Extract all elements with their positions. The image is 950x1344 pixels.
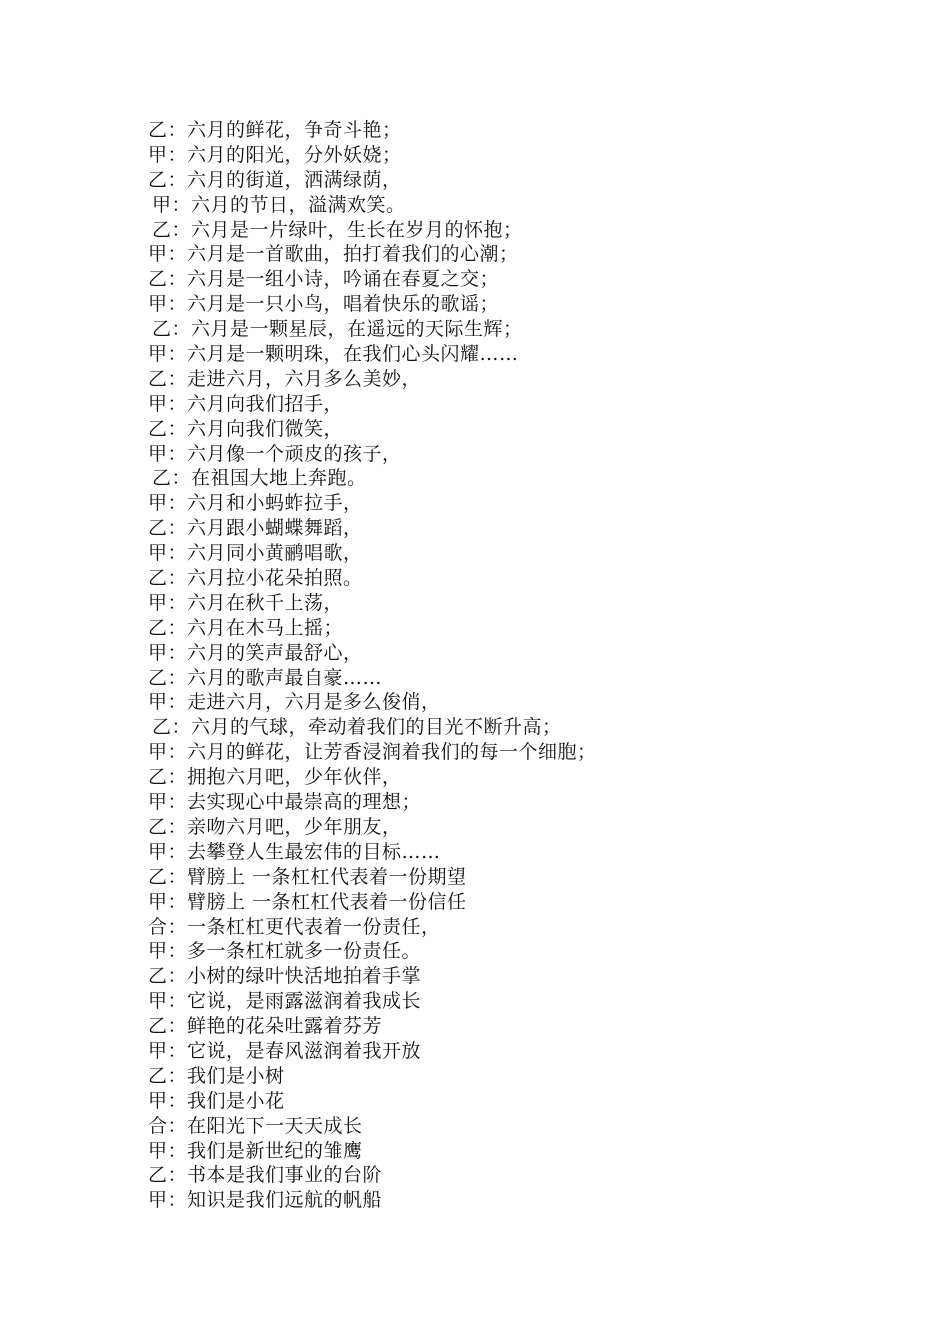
dialogue-line: 甲：多一条杠杠就多一份责任。: [148, 940, 422, 963]
dialogue-line: 甲：六月的节日，溢满欢笑。: [152, 193, 406, 216]
dialogue-line: 甲：我们是小花: [148, 1089, 285, 1112]
dialogue-line: 合：在阳光下一天天成长: [148, 1114, 363, 1137]
dialogue-line: 甲：六月是一颗明珠，在我们心头闪耀……: [148, 343, 519, 366]
dialogue-line: 甲：六月的鲜花，让芳香浸润着我们的每一个细胞；: [148, 741, 597, 764]
dialogue-line: 甲：知识是我们远航的帆船: [148, 1189, 383, 1212]
dialogue-line: 乙：六月拉小花朵拍照。: [148, 567, 363, 590]
dialogue-line: 甲：六月和小蚂蚱拉手，: [148, 492, 363, 515]
dialogue-line: 乙：六月跟小蝴蝶舞蹈，: [148, 517, 363, 540]
dialogue-line: 乙：六月的歌声最自豪……: [148, 666, 383, 689]
dialogue-line: 甲：六月像一个顽皮的孩子，: [148, 442, 402, 465]
dialogue-line: 甲：六月向我们招手，: [148, 392, 344, 415]
dialogue-line: 乙：六月的街道，洒满绿荫，: [148, 168, 402, 191]
dialogue-line: 乙：六月在木马上摇；: [148, 616, 344, 639]
dialogue-line: 甲：走进六月，六月是多么俊俏，: [148, 691, 441, 714]
dialogue-line: 乙：我们是小树: [148, 1064, 285, 1087]
dialogue-line: 甲：六月是一只小鸟，唱着快乐的歌谣；: [148, 293, 500, 316]
dialogue-line: 乙：六月是一片绿叶，生长在岁月的怀抱；: [152, 218, 523, 241]
dialogue-line: 乙：小树的绿叶快活地拍着手掌: [148, 965, 422, 988]
dialogue-line: 甲：六月在秋千上荡，: [148, 591, 344, 614]
script-text: [148, 118, 908, 1213]
dialogue-line: 乙：鲜艳的花朵吐露着芬芳: [148, 1015, 383, 1038]
dialogue-line: 甲：去实现心中最崇高的理想；: [148, 791, 422, 814]
dialogue-line: 乙：六月向我们微笑，: [148, 417, 344, 440]
dialogue-line: 甲：六月同小黄鹂唱歌，: [148, 542, 363, 565]
dialogue-line: 甲：六月是一首歌曲，拍打着我们的心潮；: [148, 243, 519, 266]
dialogue-line: 乙：在祖国大地上奔跑。: [152, 467, 367, 490]
dialogue-line: 甲：它说，是雨露滋润着我成长: [148, 990, 422, 1013]
dialogue-line: 乙：六月的鲜花，争奇斗艳；: [148, 119, 402, 141]
dialogue-line: 甲：六月的笑声最舒心，: [148, 641, 363, 664]
dialogue-line: 乙：六月的气球，牵动着我们的目光不断升高；: [152, 716, 562, 739]
dialogue-line: 合：一条杠杠更代表着一份责任，: [148, 915, 441, 938]
dialogue-line: 乙：走进六月，六月多么美妙，: [148, 367, 422, 390]
dialogue-line: 乙：臂膀上 一条杠杠代表着一份期望: [148, 865, 467, 888]
dialogue-line: 甲：去攀登人生最宏伟的目标……: [148, 840, 441, 863]
dialogue-line: 乙：六月是一组小诗，吟诵在春夏之交；: [148, 268, 500, 291]
dialogue-line: 甲：臂膀上 一条杠杠代表着一份信任: [148, 890, 467, 913]
dialogue-line: 乙：亲吻六月吧，少年朋友，: [148, 815, 402, 838]
dialogue-line: 乙：六月是一颗星辰，在遥远的天际生辉；: [152, 318, 523, 341]
dialogue-line: 甲：六月的阳光，分外妖娆；: [148, 143, 402, 166]
dialogue-line: 乙：拥抱六月吧，少年伙伴，: [148, 766, 402, 789]
dialogue-line: 甲：我们是新世纪的雏鹰: [148, 1139, 363, 1162]
dialogue-line: 甲：它说，是春风滋润着我开放: [148, 1039, 422, 1062]
dialogue-line: 乙：书本是我们事业的台阶: [148, 1164, 383, 1187]
